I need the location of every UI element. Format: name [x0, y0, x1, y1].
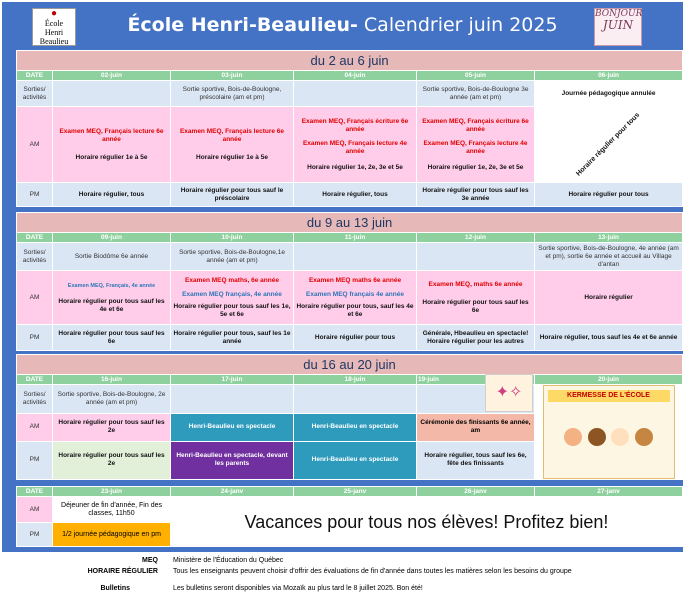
- row-label: Sorties/ activités: [17, 81, 53, 107]
- pm-cell: Horaire régulier pour tous sauf le préscolaire: [171, 183, 294, 207]
- row-label: AM: [17, 107, 53, 183]
- date-cell: 11-juin: [294, 233, 417, 243]
- am-cell: Examen MEQ, Français écriture 6e année Examen MEQ, Français lecture 4e année Horaire régulier 1e, 2e, 3e et 5e: [294, 107, 417, 183]
- date-cell: 02-juin: [53, 71, 171, 81]
- pm-cell: Horaire régulier pour tous, sauf les 1e année: [171, 325, 294, 351]
- date-cell: 27-janv: [535, 487, 683, 497]
- activity-cell: Sortie Biodôme 6e année: [53, 243, 171, 271]
- row-label: PM: [17, 523, 53, 547]
- pm-cell: Horaire régulier pour tous sauf les 6e: [53, 325, 171, 351]
- am-row: [17, 497, 683, 523]
- am-row: [17, 271, 683, 325]
- row-label: Sorties/ activités: [17, 243, 53, 271]
- pm-cell: Horaire régulier pour tous: [535, 183, 683, 207]
- am-cell: Examen MEQ, Français lecture 6e année Horaire régulier 1e à 5e: [171, 107, 294, 183]
- date-cell: 10-juin: [171, 233, 294, 243]
- pm-cell: Générale, Hbeaulieu en spectacle! Horaire régulier pour les autres: [417, 325, 535, 351]
- am-cell: Henri-Beaulieu en spectacle: [171, 414, 294, 441]
- date-cell: 12-juin: [417, 233, 535, 243]
- sorties-row: [17, 81, 683, 107]
- week-2-table: [16, 212, 683, 351]
- pm-cell: Horaire régulier pour tous sauf les 3e année: [417, 183, 535, 207]
- vacances-banner: Vacances pour tous nos élèves! Profitez bien!: [171, 497, 683, 547]
- am-row: [17, 107, 683, 183]
- activity-cell: Sortie sportive, Bois-de-Boulogne, 4e année (am et pm), sortie 6e année et accueil au Village d'antan: [535, 243, 683, 271]
- pm-cell: Horaire régulier, tous sauf les 6e, fête des finissants: [417, 441, 535, 479]
- activity-cell: Sortie sportive, Bois-de-Boulogne, préscolaire (am et pm): [171, 81, 294, 107]
- am-cell: Horaire régulier: [535, 271, 683, 325]
- legend-key: Bulletins: [100, 585, 130, 592]
- pm-cell: Henri-Beaulieu en spectacle: [294, 441, 417, 479]
- week-title: du 2 au 6 juin: [17, 51, 683, 71]
- activity-cell: [171, 385, 294, 414]
- date-cell: 18-juin: [294, 375, 417, 385]
- legend-value: Les bulletins seront disponibles via Mozaïk au plus tard le 8 juillet 2025. Bon été!: [173, 585, 423, 592]
- kermesse-banner: KERMESSE DE L'ÉCOLE: [548, 390, 670, 402]
- children-illustration: [554, 426, 664, 472]
- am-cell: Examen MEQ, maths 6e année Horaire régulier pour tous sauf les 6e: [417, 271, 535, 325]
- calendar-header: [2, 2, 683, 46]
- activity-cell: Sortie sportive, Bois-de-Boulogne 3e année (am et pm): [417, 81, 535, 107]
- row-label: PM: [17, 441, 53, 479]
- row-label: PM: [17, 183, 53, 207]
- pm-cell: Horaire régulier, tous sauf les 4e et 6e année: [535, 325, 683, 351]
- date-label: DATE: [17, 375, 53, 385]
- am-cell: Déjeuner de fin d'année, Fin des classes, 11h50: [53, 497, 171, 523]
- date-cell: 24-janv: [171, 487, 294, 497]
- week-1-table: [16, 50, 683, 207]
- date-row: [17, 375, 683, 385]
- logo-line: Henri: [44, 28, 64, 37]
- am-cell: Cérémonie des finissants 6e année, am: [417, 414, 535, 441]
- week-title: du 16 au 20 juin: [17, 355, 683, 375]
- row-label: AM: [17, 414, 53, 441]
- am-cell: Examen MEQ, Français, 4e année Horaire régulier pour tous sauf les 4e et 6e: [53, 271, 171, 325]
- row-label: PM: [17, 325, 53, 351]
- calendar-frame: [2, 2, 683, 552]
- am-cell: Examen MEQ, Français lecture 6e année Horaire régulier 1e à 5e: [53, 107, 171, 183]
- am-cell: Henri-Beaulieu en spectacle: [294, 414, 417, 441]
- date-cell: 17-juin: [171, 375, 294, 385]
- activity-cell: Journée pédagogique annulée: [535, 81, 683, 107]
- date-cell: 13-juin: [535, 233, 683, 243]
- date-row: [17, 487, 683, 497]
- activity-cell: [294, 81, 417, 107]
- apple-icon: ●: [50, 8, 58, 19]
- legend-row: [0, 556, 692, 566]
- activity-cell: [53, 81, 171, 107]
- am-cell-diagonal: Horaire régulier pour tous: [535, 107, 683, 183]
- date-cell: 09-juin: [53, 233, 171, 243]
- am-cell: Horaire régulier pour tous sauf les 2e: [53, 414, 171, 441]
- legend-key: HORAIRE RÉGULIER: [87, 568, 158, 575]
- date-label: DATE: [17, 233, 53, 243]
- party-image: [485, 374, 533, 412]
- date-label: DATE: [17, 71, 53, 81]
- pm-cell: Horaire régulier pour tous sauf les 2e: [53, 441, 171, 479]
- date-cell: 05-juin: [417, 71, 535, 81]
- date-cell: 04-juin: [294, 71, 417, 81]
- date-cell: 16-juin: [53, 375, 171, 385]
- row-label: AM: [17, 271, 53, 325]
- pm-cell: 1/2 journée pédagogique en pm: [53, 523, 171, 547]
- activity-cell: [294, 385, 417, 414]
- pm-row: [17, 183, 683, 207]
- logo-line: École: [44, 19, 64, 28]
- date-row: [17, 71, 683, 81]
- pm-row: [17, 325, 683, 351]
- legend-key: MEQ: [142, 557, 158, 564]
- pm-cell: Horaire régulier pour tous: [294, 325, 417, 351]
- am-cell: Examen MEQ maths 6e année Examen MEQ français 4e année Horaire régulier pour tous, sauf les 4e et 6e: [294, 271, 417, 325]
- am-cell: Examen MEQ maths, 6e année Examen MEQ français, 4e année Horaire régulier pour tous sauf les 1e, 5e et 6e: [171, 271, 294, 325]
- row-label: AM: [17, 497, 53, 523]
- date-cell: 25-janv: [294, 487, 417, 497]
- date-cell: 26-janv: [417, 487, 535, 497]
- bonjour-juin-image: [594, 8, 642, 46]
- image-text: BONJOUR: [595, 9, 643, 19]
- activity-cell: Sortie sportive, Bois-de-Boulogne,1e année (am et pm): [171, 243, 294, 271]
- legend-value: Tous les enseignants peuvent choisir d'offrir des évaluations de fin d'année dans toutes les matières selon les besoins du groupe: [173, 568, 572, 575]
- row-label: Sorties/ activités: [17, 385, 53, 414]
- confetti-icon: ✦✧: [495, 384, 523, 401]
- week-4-table: [16, 486, 683, 547]
- date-label: DATE: [17, 487, 53, 497]
- legend-value: Ministère de l'Éducation du Québec: [173, 557, 284, 564]
- logo-line: Beaulieu: [39, 37, 69, 46]
- page-title: École Henri-Beaulieu- Calendrier juin 2025: [127, 14, 558, 36]
- image-text: JUIN: [602, 18, 634, 32]
- week-3-table: [16, 354, 683, 480]
- activity-cell: [417, 243, 535, 271]
- date-cell: 20-juin: [535, 375, 683, 385]
- date-cell: 06-juin: [535, 71, 683, 81]
- date-row: [17, 233, 683, 243]
- activity-cell: Sortie sportive, Bois-de-Boulogne, 2e année (am et pm): [53, 385, 171, 414]
- date-cell: 19-juin: [417, 375, 535, 385]
- legend-row: [0, 584, 692, 594]
- kermesse-image: [535, 385, 683, 480]
- am-cell: Examen MEQ, Français écriture 6e année Examen MEQ, Français lecture 4e année Horaire régulier 1e, 2e, 3e et 5e: [417, 107, 535, 183]
- pm-cell: Horaire régulier, tous: [53, 183, 171, 207]
- sorties-row: [17, 243, 683, 271]
- pm-cell: Horaire régulier, tous: [294, 183, 417, 207]
- week-title: du 9 au 13 juin: [17, 213, 683, 233]
- pm-cell: Henri-Beaulieu en spectacle, devant les parents: [171, 441, 294, 479]
- date-cell: 03-juin: [171, 71, 294, 81]
- sorties-row: [17, 385, 683, 414]
- date-cell: 23-juin: [53, 487, 171, 497]
- activity-cell: [294, 243, 417, 271]
- legend-row: [0, 567, 692, 577]
